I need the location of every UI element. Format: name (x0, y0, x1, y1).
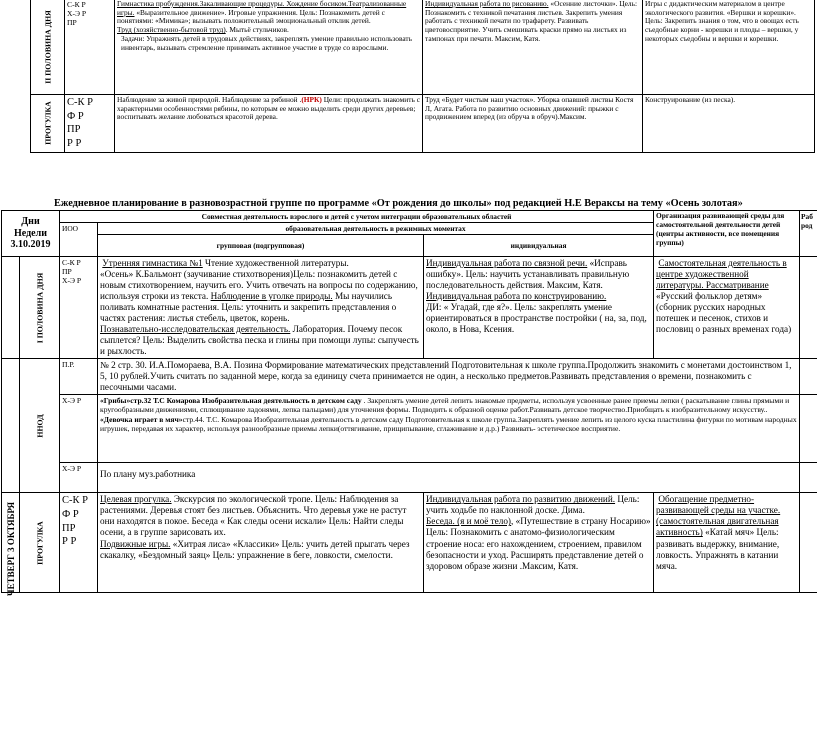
joint-activity-header: Совместная деятельность взрослого и детей с учетом интеграции образовательных областей (60, 211, 654, 223)
area-codes: С-К Р Ф Р ПР Р Р (65, 95, 115, 153)
section-label: ПРОГУЛКА (31, 95, 65, 153)
environment-cell: Обогащение предметно-развивающей среды на участке. (самостоятельная двигательная активность) «Катай мяч» Цель: развивать выдержку, внимание, ловкость. Упражнять в катании мяча. (654, 493, 800, 593)
area-code: Х-Э Р (60, 395, 98, 463)
individual-activity-cell: Труд «Будет чистым наш участок». Уборка опавшей листвы Костя Л, Агата. Работа по развитию основных движений: прыжки с продвижением вперед (из обруча в обруч).Максим. (423, 95, 643, 153)
cut-column-cell (800, 359, 817, 395)
environment-cell: Самостоятельная деятельность в центре художественной литературы. Рассматривание «Русский фольклор детям» (сборник русских народных потешек и песенок, стихов и пословиц о разных временах года) (654, 257, 800, 359)
individual-col-header: индивидуальная (424, 235, 654, 257)
area-code: Х-Э Р (60, 463, 98, 493)
group-activity-cell: Гимнастика пробуждения.Закаливающие процедуры. Хождение босиком.Театрализованные игры. «Выразительное движение». Игровые упражнения. Цель: Познакомить детей с понятиями: «Мимика»; вызывать положительный эмоциональный отклик детей. Труд (хозяйственно-бытовой труд). Мытьё стульчиков. Задачи: Упражнять детей в трудовых действиях, закреплять умение правильно использовать инвентарь, вызывать стремление принимать активное участие в труде со взрослыми. (115, 0, 423, 95)
group-activity-cell: Утренняя гимнастика №1 Чтение художественной литературы. «Осень» К.Бальмонт (заучивание стихотворения)Цель: познакомить детей с новым стихотворением, научить его. Учить отвечать на вопросы по содержанию, используя строки из текста. Наблюдение в уголке природы. Мы научились поливать комнатные растения. Цель: уточнить и закрепить представления о частях растения: листья стебель, цветок, корень. Познавательно-исследовательская деятельность. Лаборатория. Почему песок сыплется? Цель: Выделить свойства песка и глины при помощи лупы: сыпучесть и рыхлость. (98, 257, 424, 359)
cut-column-cell (800, 395, 817, 463)
area-codes: С-К Р ПР Х-Э Р (60, 257, 98, 359)
environment-cell: Игры с дидактическим материалом в центре экологического развития. «Вершки и корешки». Цель: Закрепить знания о том, что в овощах есть съедобные корни - корешки и плоды – вершки, у некоторых съедобны и вершки и корешки. (643, 0, 815, 95)
nnod-math-cell: № 2 стр. 30. И.А.Помораева, В.А. Позина Формирование математических представлений Подготовительная к школе группа.Продолжить знакомить с монетами достоинством 1, 5, 10 рублей.Учить считать по заданной мере, когда за единицу счета принимается не один, а несколько предметов.Развивать представления о времени, познакомить с песочными часами. (98, 359, 800, 395)
ioo-header: ИОО (60, 223, 98, 257)
day-label-cell: ЧЕТВЕРГ 3 ОКТЯБРЯ ННОД (2, 359, 60, 493)
cut-column-cell (800, 493, 817, 593)
group-col-header: групповая (подгрупповая) (98, 235, 424, 257)
cut-column-header: Раб род (800, 211, 817, 257)
daily-plan-table (1, 210, 817, 597)
area-codes: С-К Р Ф Р ПР Р Р (60, 493, 98, 593)
days-header: Дни Недели 3.10.2019 (2, 211, 60, 257)
music-cell: По плану муз.работника (98, 463, 800, 493)
top-plan-table (30, 0, 815, 153)
regime-header: образовательная деятельность в режимных моментах (98, 223, 654, 235)
day-section-cell: I ПОЛОВИНА ДНЯ (2, 257, 60, 359)
group-activity-cell: Наблюдение за живой природой. Наблюдение за рябиной .(НРК) Цели: продолжать знакомить с характерными особенностями рябины, по которым ее можно выделить среди других деревьев; воспитывать желание любоваться красотой дерева. (115, 95, 423, 153)
area-code: П.Р. (60, 359, 98, 395)
individual-activity-cell: Индивидуальная работа по рисованию. «Осенние листочки». Цель: Познакомить с техникой печатания листьев. Закрепить умения работать с техникой печати по трафарету. Развивать цветовосприятие. Учить смешивать краски прямо на листьях из тампонах при печати. Максим, Катя. (423, 0, 643, 95)
environment-cell: Конструирование (из песка). (643, 95, 815, 153)
environment-header: Организация развивающей среды для самостоятельной деятельности детей (центры активности, все помещения группы) (654, 211, 800, 257)
walk-section-cell: ПРОГУЛКА (2, 493, 60, 593)
individual-activity-cell: Индивидуальная работа по развитию движений. Цель: учить ходьбе по наклонной доске. Дима. Беседа. (я и моё тело), «Путешествие в страну Носарию» Цель: Познакомить с анатомо-физиологическим строение носа: его нахождением, строением, правилом безопасности и уход. Расширять представление детей о здоровом образе жизни .Максим, Катя. (424, 493, 654, 593)
area-codes: С-К Р Х-Э Р ПР (65, 0, 115, 95)
nnod-art-cell: «Грибы»стр.32 Т.С Комарова Изобразительная деятельность в детском саду . Закреплять умение детей лепить знакомые предметы, используя усвоенные ранее приемы лепки ( раскатывание глины прямыми и кругообразными движениями, сплющивание ладонями, лепка пальцами) для уточнения формы. Подводить к образной оценке работ.Развивать детское творчество.Приобщать к изобразительному искусству.. «Девочка играет в мяч»стр.44. Т.С. Комарова Изобразительная деятельность в детском саду Подготовительная к школе группа.Закреплять умение лепить из целого куска пластилина фигурки по мотивам народных игрушек, передавая их характер, используя разнообразные приемы лепки(оттягивание, прищипывание, сглаживание и д.р.) Развивать- эстетическое восприятие. (98, 395, 800, 463)
individual-activity-cell: Индивидуальная работа по связной речи. «Исправь ошибку». Цель: научить устанавливать правильную последовательность действия. Максим, Катя. Индивидуальная работа по конструированию. ДИ: « Угадай, где я?». Цель: закреплять умение ориентироваться в пространстве постройки ( на, за, под, около, в Нова, Ксения. (424, 257, 654, 359)
cut-column-cell (800, 257, 817, 359)
group-activity-cell: Целевая прогулка. Экскурсия по экологической тропе. Цель: Наблюдения за растениями. Деревья стоят без листьев. Объяснить. Что деревья уже не растут они находятся в покое. Беседа « Как следы осени искали» Цель: Найти следы осени, а в группе зарисовать их. Подвижные игры. «Хитрая лиса» «Классики» Цель: учить детей прыгать через скакалку, «Бездомный заяц» Цель: упражнение в беге, ловкости, смелости. (98, 493, 424, 593)
cut-column-cell (800, 463, 817, 493)
page-title: Ежедневное планирование в разновозрастной группе по программе «От рождения до школы» под редакцией Н.Е Вераксы на тему «Осень золотая» (54, 198, 743, 209)
section-label: II ПОЛОВИНА ДНЯ (31, 0, 65, 95)
